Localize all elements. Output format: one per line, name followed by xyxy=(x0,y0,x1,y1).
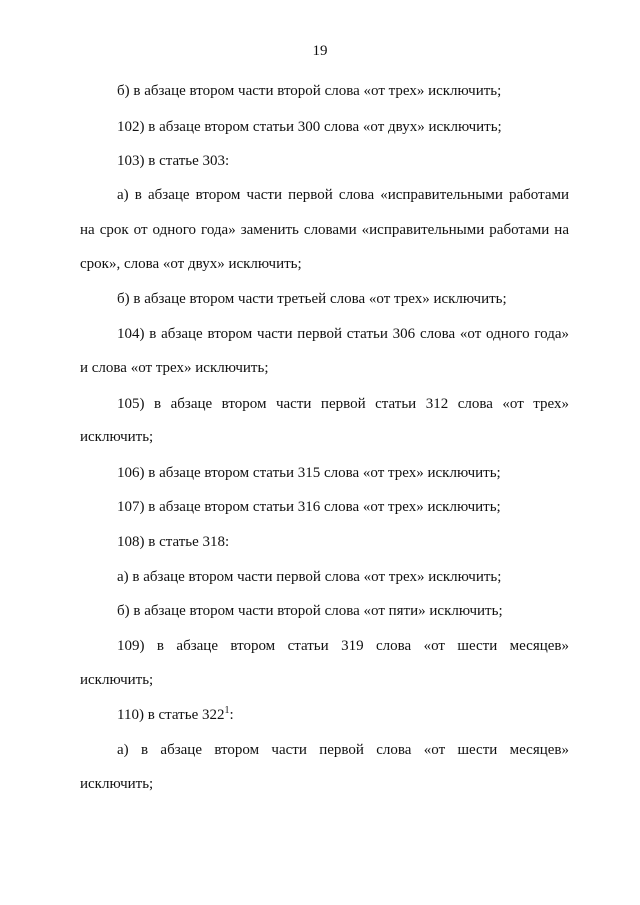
text-line: 108) в статье 318: xyxy=(117,534,230,550)
text-line: на срок от одного года» заменить словами «исправительными работами на xyxy=(80,222,569,238)
text-line: 103) в статье 303: xyxy=(117,153,230,169)
text-line: б) в абзаце втором части второй слова «от пяти» исключить; xyxy=(117,603,503,619)
text-line: исключить; xyxy=(80,429,154,445)
text-line: срок», слова «от двух» исключить; xyxy=(80,256,302,272)
text-line: а) в абзаце втором части первой слова «исправительными работами xyxy=(117,187,569,203)
text-line: 105) в абзаце втором части первой статьи 312 слова «от трех» xyxy=(117,396,569,412)
text-line: а) в абзаце втором части первой слова «от шести месяцев» xyxy=(117,742,569,758)
text-line: исключить; xyxy=(80,776,154,792)
text-line: 109) в абзаце втором статьи 319 слова «от шести месяцев» xyxy=(117,638,569,654)
text-line: а) в абзаце втором части первой слова «от трех» исключить; xyxy=(117,569,502,585)
text-line xyxy=(117,706,569,724)
text-line: исключить; xyxy=(80,672,154,688)
text-line: 106) в абзаце втором статьи 315 слова «от трех» исключить; xyxy=(117,465,501,481)
text-line-main: 110) в статье 322 xyxy=(117,707,225,723)
text-line: б) в абзаце втором части третьей слова «от трех» исключить; xyxy=(117,291,507,307)
text-line: б) в абзаце втором части второй слова «от трех» исключить; xyxy=(117,83,502,99)
text-line: 102) в абзаце втором статьи 300 слова «от двух» исключить; xyxy=(117,119,502,135)
page-number: 19 xyxy=(312,43,328,59)
text-line: и слова «от трех» исключить; xyxy=(80,360,269,376)
text-line: 107) в абзаце втором статьи 316 слова «от трех» исключить; xyxy=(117,499,501,515)
superscript: 1 xyxy=(224,705,230,716)
text-line-suffix: : xyxy=(229,707,234,723)
text-line: 104) в абзаце втором части первой статьи 306 слова «от одного года» xyxy=(117,326,569,342)
